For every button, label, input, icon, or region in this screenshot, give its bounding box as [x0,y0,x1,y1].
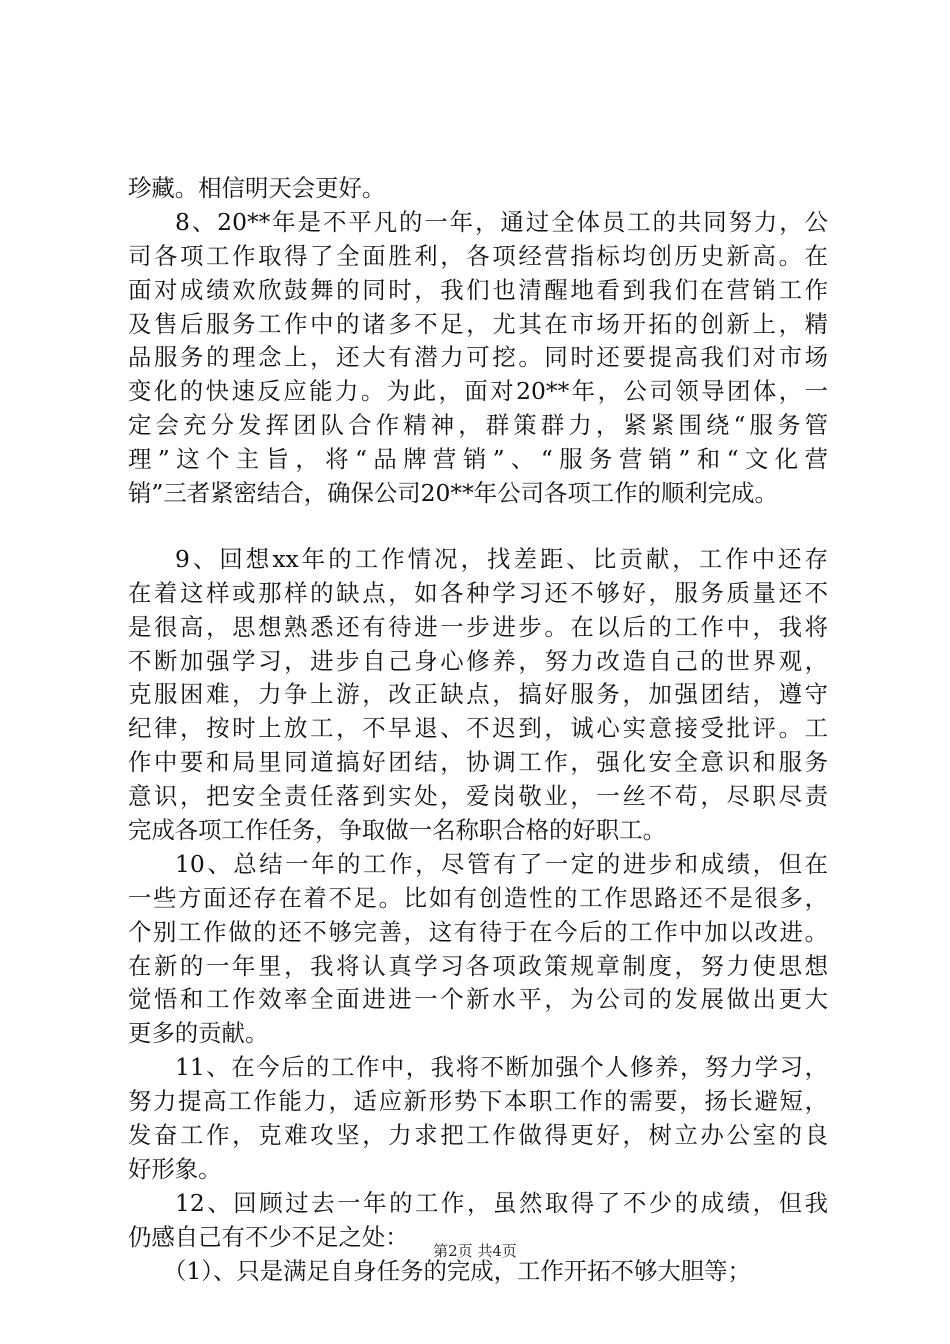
paragraph-gap [128,511,828,543]
text-line: 完成各项工作任务，争取做一名称职合格的好职工。 [128,816,666,845]
paragraph-11-first-line: 11、在今后的工作中，我将不断加强个人修养，努力学习， [175,1053,828,1082]
paragraph-10-first-line: 10、总结一年的工作，尽管有了一定的进步和成绩，但在 [175,849,828,878]
text-line: 在着这样或那样的缺点，如各种学习还不够好，服务质量还不 [128,578,828,607]
text-line: 更多的贡献。 [128,1019,269,1048]
text-line: 理”这个主旨，将“品牌营销”、“服务营销”和“文化营 [128,445,828,474]
text-line: 作中要和局里同道搞好团结，协调工作，强化安全意识和服务 [128,748,828,777]
paragraph-8-first-line: 8、20**年是不平凡的一年，通过全体员工的共同努力，公 [175,207,828,236]
text-line: 好形象。 [128,1154,222,1183]
list-item-1: （1）、只是满足自身任务的完成，工作开拓不够大胆等； [163,1256,751,1285]
text-line: 不断加强学习，进步自己身心修养，努力改造自己的世界观， [128,646,828,675]
text-line: 定会充分发挥团队合作精神，群策群力，紧紧围绕“服务管 [128,411,828,440]
paragraph-12-first-line: 12、回顾过去一年的工作，虽然取得了不少的成绩，但我 [175,1188,828,1217]
body-text [128,172,828,1289]
text-line: 个别工作做的还不够完善，这有待于在今后的工作中加以改进。 [128,917,828,946]
text-line: 克服困难，力争上游，改正缺点，搞好服务，加强团结，遵守 [128,680,828,709]
text-line: 及售后服务工作中的诸多不足，尤其在市场开拓的创新上，精 [128,309,828,338]
paragraph-9-first-line: 9、回想xx年的工作情况，找差距、比贡献，工作中还存 [175,544,828,573]
text-line: 变化的快速反应能力。为此，面对20**年，公司领导团体，一 [128,377,828,406]
text-line: 发奋工作，克难攻坚，力求把工作做得更好，树立办公室的良 [128,1121,828,1150]
text-line: 在新的一年里，我将认真学习各项政策规章制度，努力使思想 [128,951,828,980]
text-line: 仍感自己有不少不足之处： [128,1222,409,1251]
text-line: 努力提高工作能力，适应新形势下本职工作的需要，扬长避短， [128,1087,828,1116]
text-line: 品服务的理念上，还大有潜力可挖。同时还要提高我们对市场 [128,343,828,372]
text-line: 一些方面还存在着不足。比如有创造性的工作思路还不是很多， [128,883,828,912]
text-line: 觉悟和工作效率全面进进一个新水平，为公司的发展做出更大 [128,985,828,1014]
text-line: 面对成绩欢欣鼓舞的同时，我们也清醒地看到我们在营销工作 [128,275,828,304]
text-line: 司各项工作取得了全面胜利，各项经营指标均创历史新高。在 [128,241,828,270]
text-line: 是很高，思想熟悉还有待进一步进步。在以后的工作中，我将 [128,612,828,641]
text-line: 纪律，按时上放工，不早退、不迟到，诚心实意接受批评。工 [128,714,828,743]
page-number-footer: 第2页 共4页 [433,1242,517,1260]
text-line: 销”三者紧密结合，确保公司20**年公司各项工作的顺利完成。 [128,479,778,508]
text-line: 珍藏。相信明天会更好。 [128,174,386,202]
text-line: 意识，把安全责任落到实处，爱岗敬业，一丝不苟，尽职尽责 [128,782,828,811]
